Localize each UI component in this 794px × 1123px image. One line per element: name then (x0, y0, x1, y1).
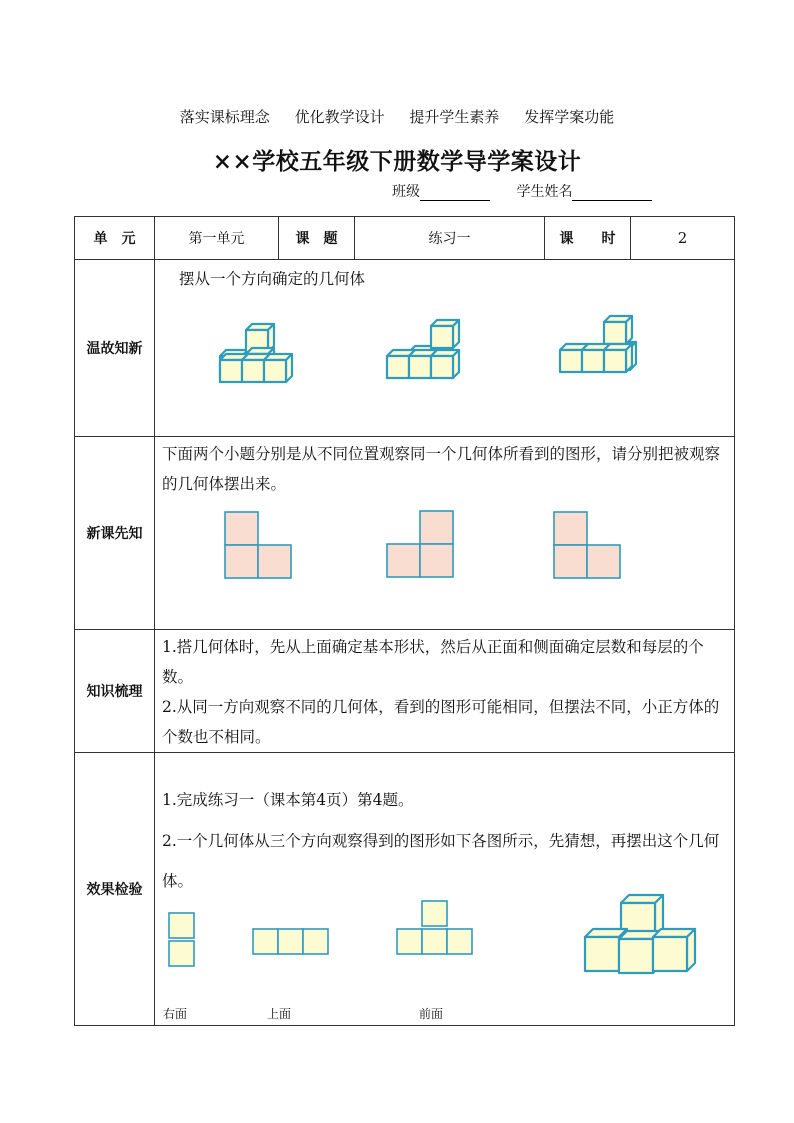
topic-value: 练习一 (355, 217, 545, 260)
class-field[interactable] (420, 186, 490, 201)
view-square (420, 511, 453, 544)
check-row (75, 753, 735, 1026)
review-cube-figures (155, 260, 733, 436)
cube-front-face (582, 350, 604, 372)
slogan-4: 发挥学案功能 (524, 108, 615, 126)
review-row (75, 260, 735, 437)
right-view-square (169, 941, 194, 966)
cube-front-face (604, 322, 626, 344)
cube-front-face (604, 350, 626, 372)
knowledge-row (75, 630, 735, 753)
period-label: 课 时 (545, 217, 631, 260)
knowledge-content (155, 630, 735, 753)
name-field[interactable] (572, 186, 652, 201)
slogan-line (0, 106, 794, 127)
preview-label: 新课先知 (75, 437, 155, 630)
check-task-1: 1.完成练习一（课本第4页）第4题。 (162, 791, 414, 809)
right-view-square (169, 913, 194, 938)
preview-view-figures (155, 437, 733, 629)
cube (604, 344, 632, 372)
cube-front-face (585, 937, 619, 971)
review-content (155, 260, 735, 437)
unit-value: 第一单元 (155, 217, 279, 260)
class-label: 班级 (392, 184, 420, 200)
cube-front-face (264, 360, 286, 382)
cube-front-face (431, 356, 453, 378)
front-view-square (397, 929, 422, 954)
cube (431, 350, 459, 378)
knowledge-point-2: 2.从同一方向观察不同的几何体，看到的图形可能相同，但摆法不同，小正方体的个数也不相同。 (162, 698, 720, 746)
cube-front-face (431, 326, 453, 348)
check-view-figures (155, 753, 733, 1025)
cube-side-face (687, 929, 695, 971)
view-square (554, 545, 587, 578)
view-label-right: 右面 (163, 1007, 188, 1021)
top-view-square (303, 929, 328, 954)
knowledge-point-1: 1.搭几何体时，先从上面确定基本形状，然后从正面和侧面确定层数和每层的个数。 (162, 638, 704, 686)
view-label-top: 上面 (267, 1007, 292, 1021)
topic-label: 课 题 (279, 217, 355, 260)
slogan-2: 优化教学设计 (294, 108, 385, 126)
view-label-front: 前面 (419, 1007, 444, 1021)
review-text: 摆从一个方向确定的几何体 (179, 270, 366, 288)
view-square (587, 545, 620, 578)
slogan-3: 提升学生素养 (409, 108, 500, 126)
preview-row (75, 437, 735, 630)
cube (264, 354, 292, 382)
page-title: ××学校五年级下册数学导学案设计 (212, 148, 582, 175)
cube-front-face (387, 356, 409, 378)
cube (431, 320, 459, 348)
cube-front-face (242, 360, 264, 382)
front-view-square (422, 901, 447, 926)
view-square (554, 512, 587, 545)
review-label: 温故知新 (75, 260, 155, 437)
cube-front-face (409, 356, 431, 378)
name-label: 学生姓名 (516, 184, 573, 200)
front-view-square (447, 929, 472, 954)
cube-front-face (619, 939, 653, 973)
header-row (75, 217, 735, 260)
student-info-line (392, 181, 652, 201)
slogan-1: 落实课标理念 (179, 108, 270, 126)
view-square (225, 545, 258, 578)
cube-front-face (653, 937, 687, 971)
view-square (387, 544, 420, 577)
check-task-2: 2.一个几何体从三个方向观察得到的图形如下各图所示，先猜想，再摆出这个几何体。 (162, 832, 720, 890)
front-view-square (422, 929, 447, 954)
preview-content (155, 437, 735, 630)
top-view-square (253, 929, 278, 954)
view-square (225, 512, 258, 545)
lesson-table (74, 216, 735, 1026)
cube (653, 929, 695, 971)
cube-front-face (220, 360, 242, 382)
view-square (258, 545, 291, 578)
unit-label: 单 元 (75, 217, 155, 260)
preview-text: 下面两个小题分别是从不同位置观察同一个几何体所看到的图形，请分别把被观察的几何体摆出来。 (162, 445, 721, 493)
cube-front-face (560, 350, 582, 372)
view-square (420, 544, 453, 577)
top-view-square (278, 929, 303, 954)
period-value: 2 (631, 217, 735, 260)
knowledge-label: 知识梳理 (75, 630, 155, 753)
check-label: 效果检验 (75, 753, 155, 1026)
check-content (155, 753, 735, 1026)
knowledge-text (155, 630, 734, 752)
cube (604, 316, 632, 344)
